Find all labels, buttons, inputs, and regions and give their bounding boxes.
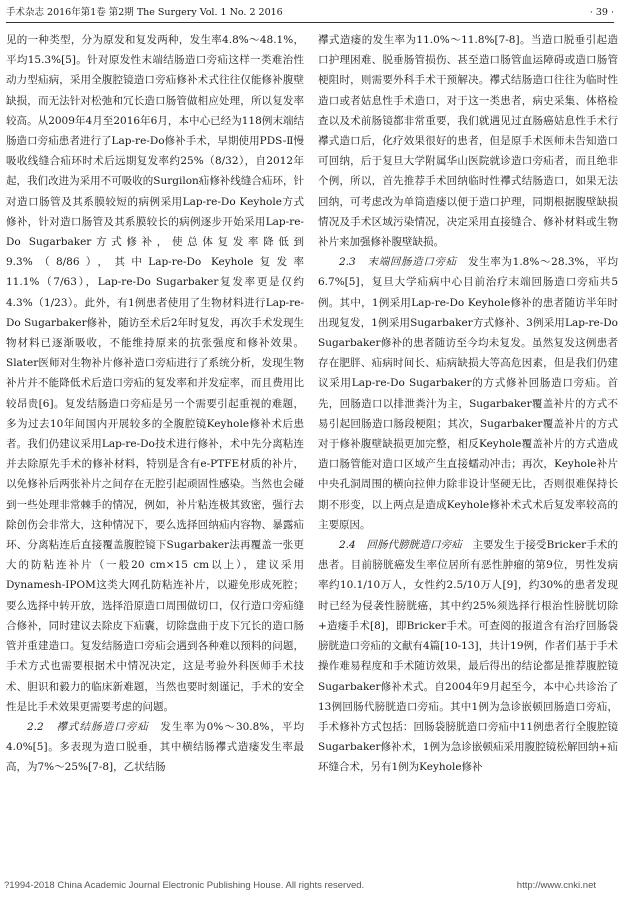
section-heading: 2.4 回肠代膀胱造口旁疝 [339, 539, 462, 552]
section-2-4-paragraph [318, 535, 618, 777]
section-heading: 2.2 襻式结肠造口旁疝 [27, 720, 149, 733]
footer [0, 880, 626, 896]
running-header [6, 4, 614, 23]
section-text: 发生率为0%～30.8%，平均4.0%[5]。多表现为造口脱垂，其中横结肠襻式造瘘发生率最高，为7%～25%[7-8]，乙状结肠 [6, 720, 304, 774]
body-paragraph: 见的一种类型，分为原发和复发两种，发生率4.8%～48.1%，平均15.3%[5]。针对原发性末端结肠造口旁疝这样一类难治性动力型疝病，采用全腹腔镜造口旁疝修补术式往往仅能修补腹壁缺损，而无法针对松弛和冗长造口肠管做相应处理，所以复发率较高。从2009年4月至2016年6月，本中心已经为118例末端结肠造口旁疝患者进行了Lap-re-Do修补手术，早期使用PDS-Ⅱ慢吸收线缝合疝环时术后远期复发率约25%（8/32），自2012年起，我们改进为采用不可吸收的Surgilon疝修补线缝合疝环，针对造口肠管及其系膜较短的病例采用Lap-re-Do Keyhole方式修补，针对造口肠管及其系膜较长的病例逐步开始采用Lap-re-Do Sugarbaker方式修补，使总体复发率降低到9.3%（8/86），其中Lap-re-Do Keyhole复发率11.1%（7/63），Lap-re-Do Sugarbaker复发率更是仅约4.3%（1/23）。此外，有1例患者使用了生物材料进行Lap-re-Do Sugarbaker修补，随访至术后2年时复发，再次手术发现生物材料已逐渐吸收，不能维持原来的抗张强度和修补效果。Slater医师对生物补片修补造口旁疝进行了系统分析，发现生物补片并不能降低术后造口旁疝的复发率和并发症率，而且费用比较昂贵[6]。复发结肠造口旁疝是另一个需要引起重视的难题，多为过去10年间国内开展较多的全腹腔镜Keyhole修补术后患者。我们仍建议采用Lap-re-Do技术进行修补，术中先分离粘连并去除原先手术的修补材料，特别是含有e-PTFE材质的补片，以免修补后两张补片之间存在无腔引起顽固性感染。当然也会碰到一些处理非常棘手的情况，例如，补片粘连极其致密，强行去除创伤会非常大，这种情况下，要么选择回纳疝内容物、暴露疝环、分离粘连后直接覆盖腹腔镜下Sugarbaker法再覆盖一张更大的防粘连补片（一般20 cm×15 cm以上），建议采用Dynamesh-IPOM这类大网孔防粘连补片，以避免形成死腔；要么选择中转开放，选择沿原造口周围做切口，仅行造口旁疝缝合修补，同时建议去除皮下疝囊，切除盘曲于皮下冗长的造口肠管并重建造口。复发结肠造口旁疝会遇到各种难以预料的问题，手术方式也需要根据术中情况决定，这是考验外科医师手术技术、胆识和毅力的临床新难题，当然也要时刻谨记，手术的安全性是比手术效果更需要考虑的问题。 [6, 34, 304, 713]
page-number: · 39 · [589, 7, 614, 18]
footer-link[interactable]: http://www.cnki.net [516, 880, 596, 891]
section-text: 发生率为1.8%～28.3%，平均6.7%[5]，复旦大学疝病中心目前治疗末端回肠造口旁疝共5例。其中，1例采用Lap-re-Do Keyhole修补的患者随访半年时出现复发，1例采用Sugarbaker方式修补、3例采用Lap-re-Do Sugarbaker修补的患者随访至今均未复发。虽然复发这例患者存在肥胖、疝病时间长、疝病缺损大等高危因素，但是我们仍建议采用Lap-re-Do Sugarbaker的方式修补回肠造口旁疝。首先，回肠造口以排泄粪汁为主，Sugarbaker覆盖补片的方式不易引起回肠造口肠段梗阻；其次，Sugarbaker覆盖补片的方式对于修补腹壁缺损更加完整，相反Keyhole覆盖补片的方式造成造口肠管能对造口区域产生直接蠕动冲击；再次，Keyhole补片中央孔洞周围的横向拉伸力除非设计坚硬无比，否则很难保持长期不形变，以上两点是造成Keyhole修补术式术后复发率较高的主要原因。 [318, 256, 618, 531]
section-2-3-paragraph [318, 252, 618, 535]
right-column [318, 30, 618, 860]
section-heading: 2.3 末端回肠造口旁疝 [339, 256, 457, 269]
copyright-notice: ?1994-2018 China Academic Journal Electronic Publishing House. All rights reserved. [4, 880, 365, 891]
section-2-2-paragraph [6, 717, 304, 778]
journal-citation: 手术杂志 2016年第1卷 第2期 The Surgery Vol. 1 No. 2 2016 [6, 7, 283, 18]
section-text: 主要发生于接受Bricker手术的患者。目前膀胱癌发生率位居所有恶性肿瘤的第9位，男性发病率约10.1/10万人，女性约2.5/10万人[9]，约30%的患者发现时已经为侵袭性膀胱癌，其中约25%须选择行根治性膀胱切除+造瘘手术[8]，即Bricker手术。可查阅的报道含有治疗回肠袋膀胱造口旁疝的文献有4篇[10-13]，共计19例，作者们基于手术操作难易程度和手术随访效果，最后得出的结论都是推荐腹腔镜Sugarbaker修补术式。自2004年9月起至今，本中心共诊治了13例回肠代膀胱造口旁疝。其中1例为急诊嵌顿回肠造口旁疝，手术修补方式包括：回肠袋膀胱造口旁疝中11例患者行全腹腔镜Sugarbaker修补术，1例为急诊嵌顿疝采用腹腔镜松解回纳+疝环缝合术，另有1例为Keyhole修补 [318, 539, 618, 774]
left-column [6, 30, 304, 860]
body-paragraph: 襻式造瘘的发生率为11.0%～11.8%[7-8]。当造口脱垂引起造口护理困难、脱垂肠管损伤、甚至造口肠管血运障碍或造口肠管梗阻时，则需要外科手术干预解决。襻式结肠造口往往为临时性造口或者姑息性手术造口，对于这一类患者，病史采集、体格检查以及术前肠镜都非常重要，我们就遇见过直肠癌姑息性手术行襻式造口后，化疗效果很好的患者，但是原手术医师未告知造口可回纳，后于复旦大学附属华山医院就诊造口旁疝者，而且绝非个例，所以，首先推荐手术回纳临时性襻式结肠造口，如果无法回纳，可考虑改为单筒造瘘以便于造口护理，同期根据腹壁缺损情况及手术区域污染情况，决定采用直接缝合、修补材料或生物补片来加强修补腹壁缺损。 [318, 34, 618, 249]
